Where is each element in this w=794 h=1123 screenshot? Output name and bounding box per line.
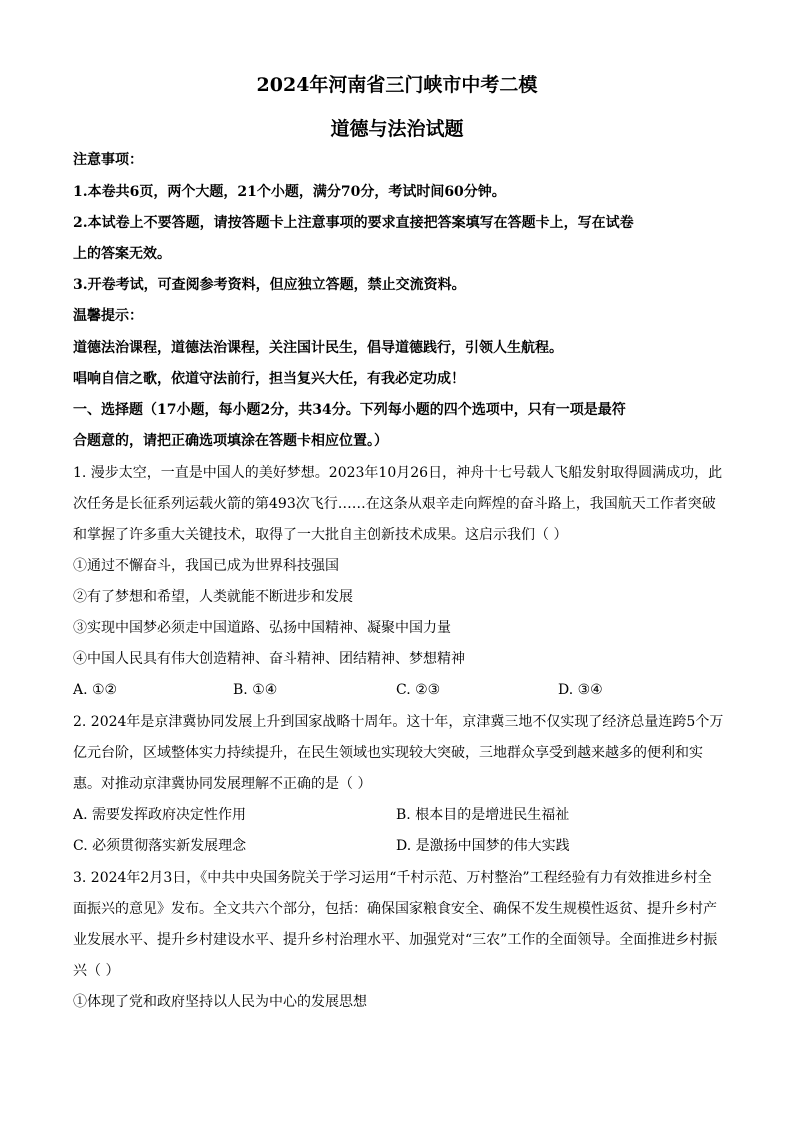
question-1-statement-3: ③实现中国梦必须走中国道路、弘扬中国精神、凝聚中国力量 (73, 620, 451, 636)
notice-item-1: 1.本卷共6页，两个大题，21个小题，满分70分，考试时间60分钟。 (73, 184, 506, 200)
question-2-stem-cont: 惠。对推动京津冀协同发展理解不正确的是（ ） (73, 776, 372, 792)
question-1-statement-2: ②有了梦想和希望，人类就能不断进步和发展 (73, 589, 353, 605)
question-2-option-c: C. 必须贯彻落实新发展理念 (73, 838, 247, 854)
tips-heading: 温馨提示： (73, 308, 143, 324)
question-1-statement-1: ①通过不懈奋斗，我国已成为世界科技强国 (73, 558, 339, 574)
question-1-option-d: D. ③④ (558, 682, 603, 698)
question-1-option-c: C. ②③ (396, 682, 441, 698)
question-2-option-d: D. 是激扬中国梦的伟大实践 (396, 838, 570, 854)
notice-item-2: 2.本试卷上不要答题，请按答题卡上注意事项的要求直接把答案填写在答题卡上，写在试卷 (73, 215, 634, 231)
notice-item-2-cont: 上的答案无效。 (73, 246, 171, 262)
notice-item-3: 3.开卷考试，可查阅参考资料，但应独立答题，禁止交流资料。 (73, 277, 466, 293)
question-2-stem-cont: 亿元台阶，区域整体实力持续提升，在民生领域也实现较大突破，三地群众享受到越来越多的便利和实 (73, 745, 703, 761)
question-1-stem-cont: 次任务是长征系列运载火箭的第493次飞行……在这条从艰辛走向辉煌的奋斗路上，我国航天工作者突破 (73, 496, 716, 512)
question-3-stem-cont: 兴（ ） (73, 963, 120, 979)
question-1-option-b: B. ①④ (233, 682, 278, 698)
notice-heading: 注意事项： (73, 152, 143, 168)
exam-subtitle: 道德与法治试题 (330, 118, 464, 140)
question-1-stem: 1. 漫步太空，一直是中国人的美好梦想。2023年10月26日，神舟十七号载人飞船发射取得圆满成功，此 (73, 465, 723, 481)
question-2-option-a: A. 需要发挥政府决定性作用 (73, 807, 247, 823)
tips-line-1: 道德法治课程，道德法治课程，关注国计民生，倡导道德践行，引领人生航程。 (73, 340, 563, 356)
question-1-stem-cont: 和掌握了许多重大关键技术，取得了一大批自主创新技术成果。这启示我们（ ） (73, 527, 568, 543)
tips-line-2: 唱响自信之歌，依道守法前行，担当复兴大任，有我必定功成！ (73, 371, 465, 387)
question-3-stem-cont: 面振兴的意见》发布。全文共六个部分，包括：确保国家粮食安全、确保不发生规模性返贫、提升乡村产 (73, 901, 717, 917)
question-3-statement-1: ①体现了党和政府坚持以人民为中心的发展思想 (73, 994, 367, 1010)
section-1-heading-cont: 合题意的，请把正确选项填涂在答题卡相应位置。） (73, 433, 388, 449)
question-2-stem: 2. 2024年是京津冀协同发展上升到国家战略十周年。这十年，京津冀三地不仅实现了经济总量连跨5个万 (73, 714, 724, 730)
question-1-statement-4: ④中国人民具有伟大创造精神、奋斗精神、团结精神、梦想精神 (73, 651, 465, 667)
question-1-option-a: A. ①② (73, 682, 118, 698)
question-3-stem: 3. 2024年2月3日，《中共中央国务院关于学习运用“千村示范、万村整治”工程经验有力有效推进乡村全 (73, 870, 712, 886)
question-2-option-b: B. 根本目的是增进民生福祉 (396, 807, 570, 823)
exam-title: 2024年河南省三门峡市中考二模 (256, 74, 538, 96)
question-3-stem-cont: 业发展水平、提升乡村建设水平、提升乡村治理水平、加强党对“三农”工作的全面领导。全面推进乡村振 (73, 932, 718, 948)
section-1-heading: 一、选择题（17小题，每小题2分，共34分。下列每小题的四个选项中，只有一项是最符 (73, 402, 626, 418)
